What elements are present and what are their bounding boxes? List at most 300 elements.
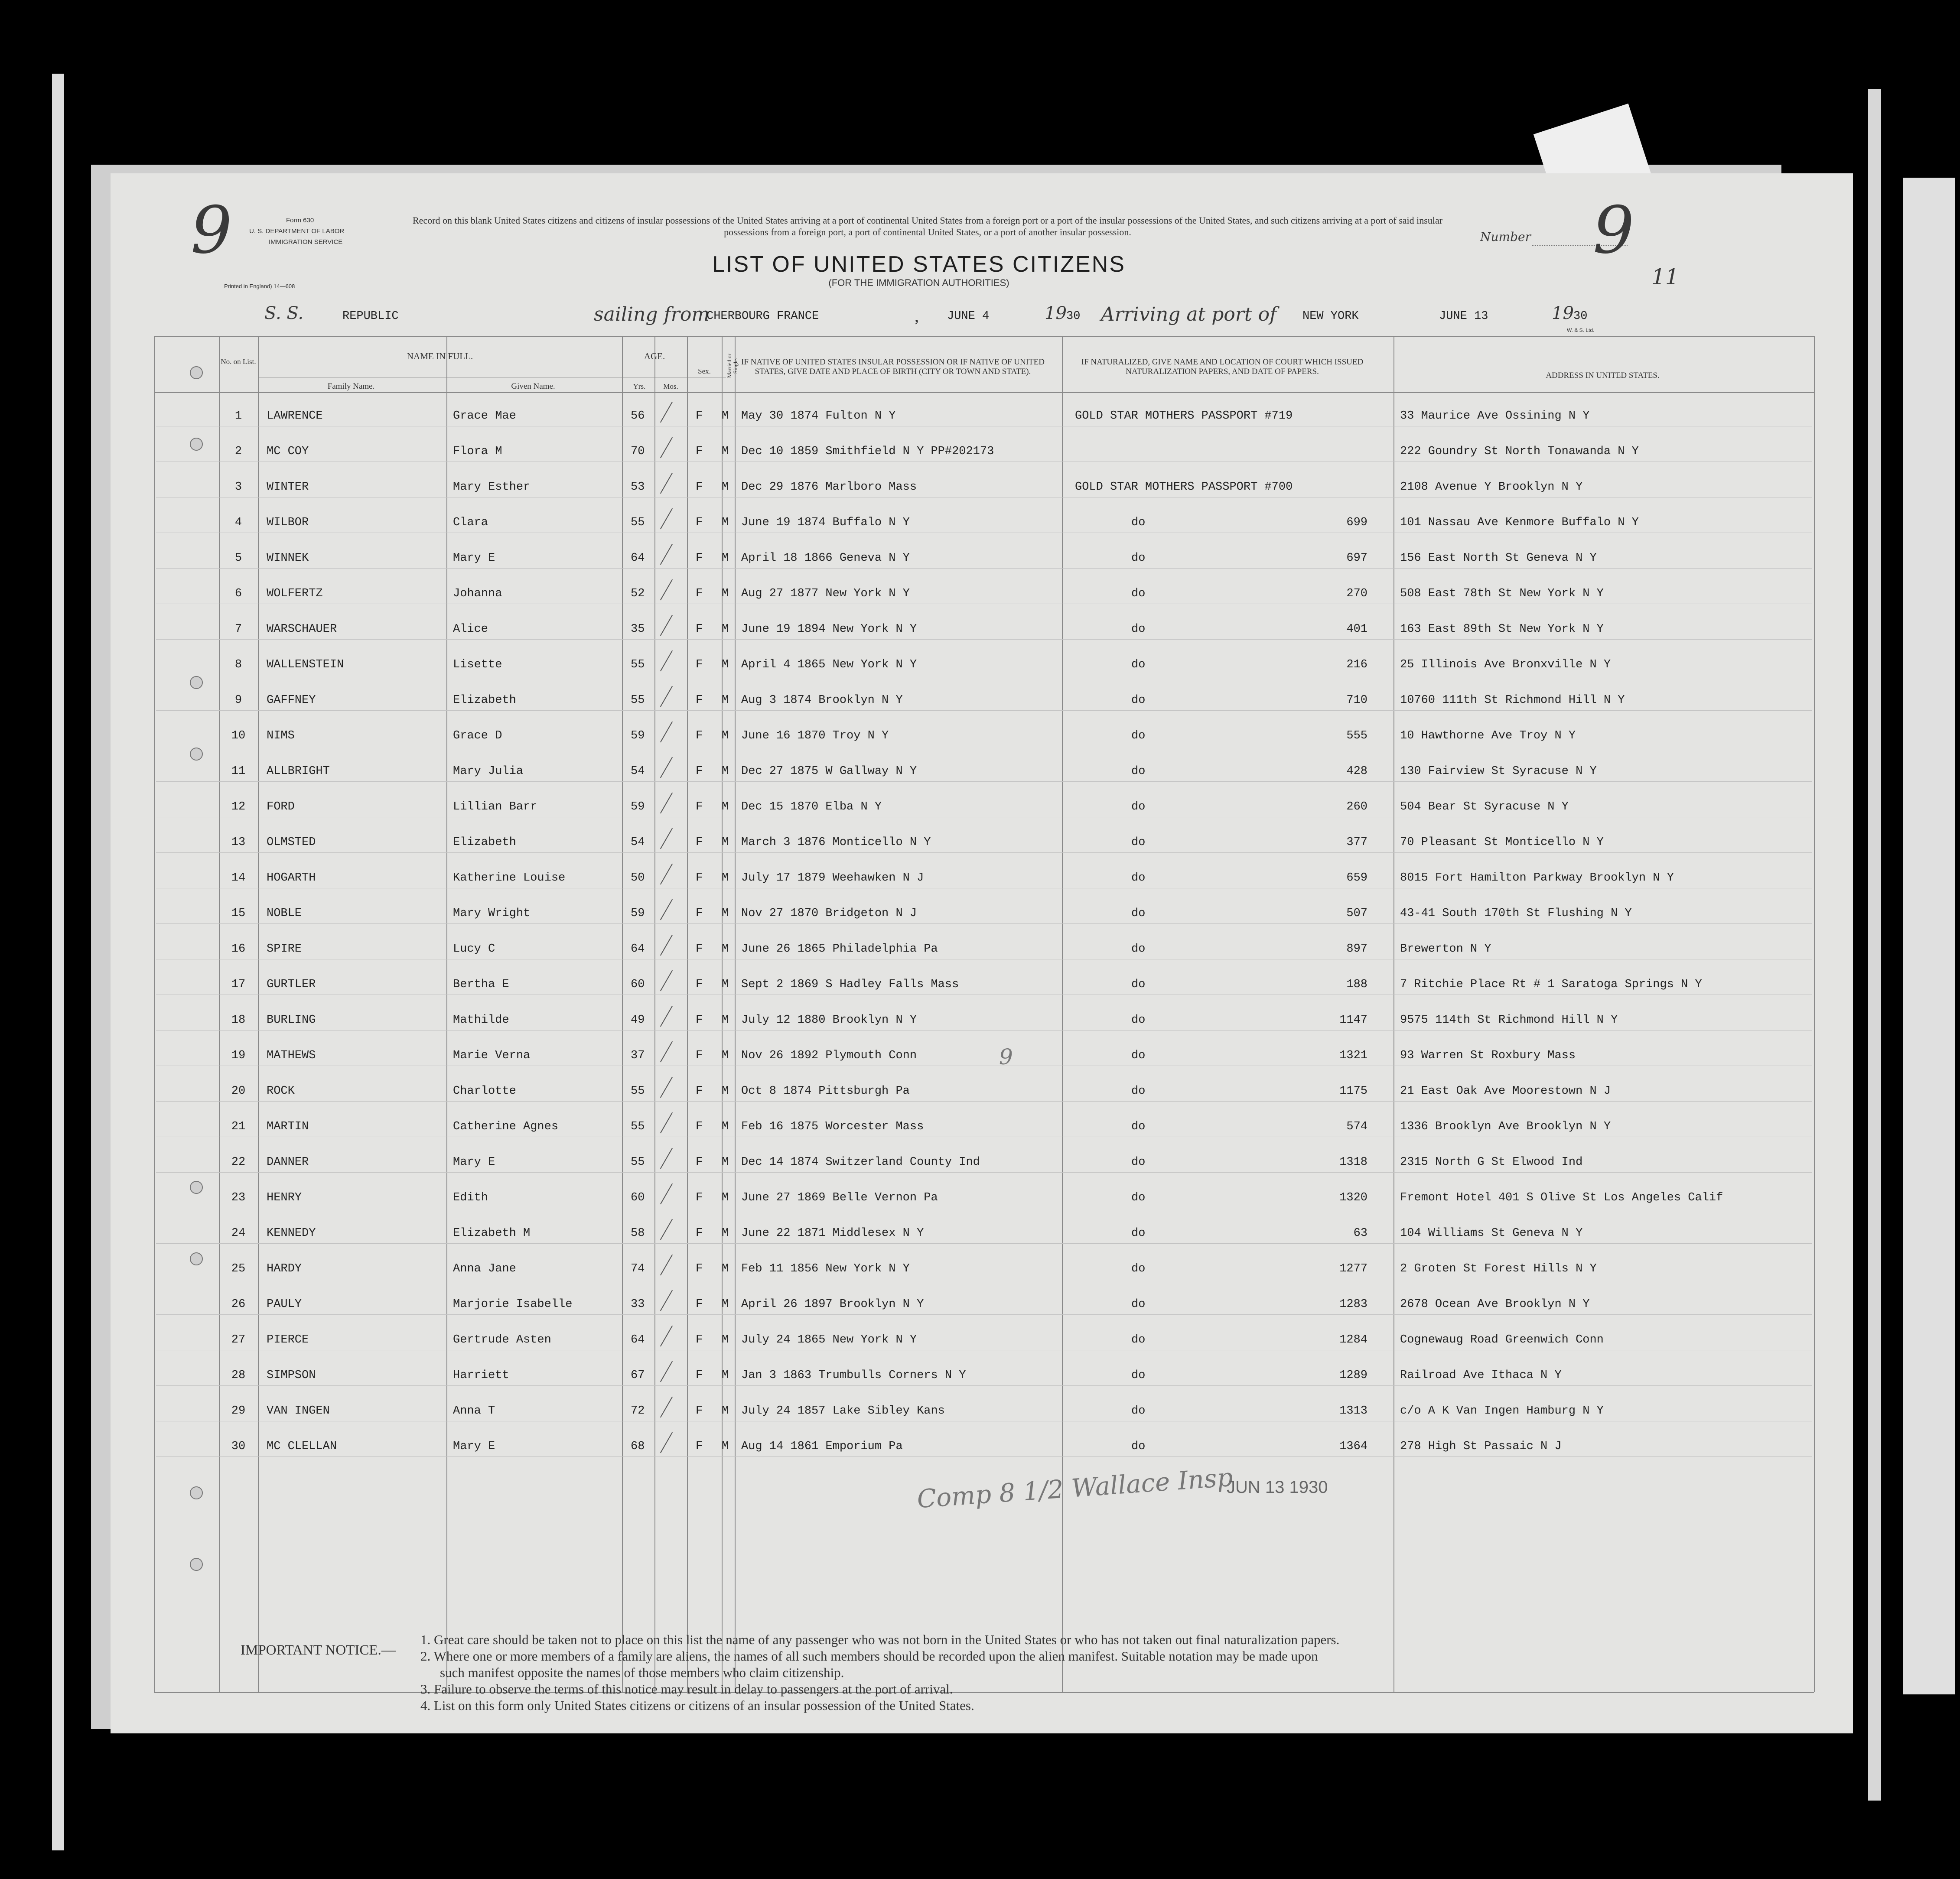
marital-status: M (722, 658, 729, 671)
naturalization-number: 260 (1346, 800, 1367, 813)
check-mark (660, 1183, 673, 1205)
birth-date-place: July 24 1865 New York N Y (741, 1333, 917, 1346)
margin-number: 9 (191, 193, 232, 268)
sex: F (696, 1049, 703, 1062)
given-name: Anna T (453, 1404, 495, 1417)
family-name: HARDY (267, 1262, 302, 1275)
punch-hole (190, 438, 203, 451)
age-years: 37 (631, 1049, 645, 1062)
naturalization-number: 1284 (1339, 1333, 1367, 1346)
column-rule (219, 336, 220, 1692)
row-rule (156, 710, 1812, 711)
printer-note: Printed in England) 14—608 (224, 283, 295, 289)
adjacent-page-edge (1903, 178, 1955, 1694)
us-address: 43-41 South 170th St Flushing N Y (1400, 907, 1632, 920)
family-name: WILBOR (267, 516, 309, 529)
naturalization-number: 1318 (1339, 1156, 1367, 1169)
age-years: 74 (631, 1262, 645, 1275)
age-years: 54 (631, 765, 645, 778)
sex: F (696, 800, 703, 813)
naturalization-number: 659 (1346, 871, 1367, 884)
birth-date-place: Dec 14 1874 Switzerland County Ind (741, 1156, 980, 1169)
marital-status: M (722, 907, 729, 920)
us-address: 10760 111th St Richmond Hill N Y (1400, 694, 1625, 707)
sex: F (696, 1014, 703, 1027)
check-mark (660, 1112, 673, 1134)
naturalization: GOLD STAR MOTHERS PASSPORT #700 (1075, 481, 1293, 494)
marital-status: M (722, 516, 729, 529)
birth-date-place: July 17 1879 Weehawken N J (741, 871, 924, 884)
naturalization: do (1131, 800, 1146, 813)
sex: F (696, 1262, 703, 1275)
sex: F (696, 907, 703, 920)
sail-year-prefix: 19 (1045, 303, 1067, 323)
marital-status: M (722, 1191, 729, 1204)
sex: F (696, 871, 703, 884)
marital-status: M (722, 1156, 729, 1169)
birth-date-place: June 19 1874 Buffalo N Y (741, 516, 910, 529)
row-number: 9 (234, 694, 242, 707)
naturalization: do (1131, 943, 1146, 956)
col-yrs: Yrs. (633, 382, 646, 390)
birth-date-place: Aug 27 1877 New York N Y (741, 587, 910, 600)
age-years: 59 (631, 800, 645, 813)
naturalization-number: 1364 (1339, 1440, 1367, 1453)
birth-date-place: Aug 3 1874 Brooklyn N Y (741, 694, 903, 707)
us-address: 163 East 89th St New York N Y (1400, 623, 1604, 636)
naturalization: do (1131, 1298, 1146, 1311)
row-rule (156, 1456, 1812, 1457)
row-number: 15 (231, 907, 246, 920)
sex: F (696, 1156, 703, 1169)
age-years: 55 (631, 658, 645, 671)
family-name: HENRY (267, 1191, 302, 1204)
naturalization-number: 1320 (1339, 1191, 1367, 1204)
row-rule (156, 1101, 1812, 1102)
naturalization-number: 710 (1346, 694, 1367, 707)
family-name: PAULY (267, 1298, 302, 1311)
list-number: 9 (1593, 193, 1634, 268)
notice-item-4: 4. List on this form only United States citizens or citizens of an insular possession of the United States. (420, 1698, 974, 1713)
us-address: 130 Fairview St Syracuse N Y (1400, 765, 1597, 778)
check-mark (660, 1148, 673, 1169)
arrival-port: NEW YORK (1302, 310, 1359, 323)
arrival-date: JUNE 13 (1439, 310, 1488, 323)
birth-date-place: April 26 1897 Brooklyn N Y (741, 1298, 924, 1311)
naturalization-number: 697 (1346, 552, 1367, 565)
check-mark (660, 1432, 673, 1453)
birth-date-place: June 22 1871 Middlesex N Y (741, 1227, 924, 1240)
family-name: GAFFNEY (267, 694, 316, 707)
sail-year: 30 (1066, 310, 1081, 323)
family-name: PIERCE (267, 1333, 309, 1346)
check-mark (660, 1290, 673, 1311)
age-years: 59 (631, 729, 645, 742)
us-address: 278 High St Passaic N J (1400, 1440, 1562, 1453)
sex: F (696, 729, 703, 742)
col-address: ADDRESS IN UNITED STATES. (1546, 371, 1660, 380)
us-address: 508 East 78th St New York N Y (1400, 587, 1604, 600)
col-given: Given Name. (511, 382, 555, 391)
check-mark (660, 1219, 673, 1240)
marital-status: M (722, 1298, 729, 1311)
naturalization-number: 507 (1346, 907, 1367, 920)
given-name: Anna Jane (453, 1262, 516, 1275)
check-mark (660, 508, 673, 530)
printer-mark: W. & S. Ltd. (1567, 327, 1595, 333)
given-name: Bertha E (453, 978, 509, 991)
age-years: 58 (631, 1227, 645, 1240)
family-name: WARSCHAUER (267, 623, 337, 636)
row-number: 23 (231, 1191, 246, 1204)
naturalization-number: 1289 (1339, 1369, 1367, 1382)
row-number: 17 (231, 978, 246, 991)
row-rule (156, 568, 1812, 569)
age-years: 64 (631, 552, 645, 565)
marital-status: M (722, 587, 729, 600)
punch-hole (190, 1252, 203, 1265)
row-number: 11 (231, 765, 246, 778)
given-name: Elizabeth (453, 694, 516, 707)
row-number: 21 (231, 1120, 246, 1133)
sex: F (696, 481, 703, 494)
notice-item-3: 3. Failure to observe the terms of this notice may result in delay to passengers at the port of arrival. (420, 1681, 953, 1697)
sail-date: JUNE 4 (947, 310, 990, 323)
departure-port: CHERBOURG FRANCE (707, 310, 819, 323)
family-name: HOGARTH (267, 871, 316, 884)
check-mark (660, 722, 673, 743)
ship-name: REPUBLIC (342, 310, 399, 323)
given-name: Gertrude Asten (453, 1333, 551, 1346)
page-number: 11 (1651, 264, 1679, 289)
naturalization: do (1131, 836, 1146, 849)
sex: F (696, 1191, 703, 1204)
birth-date-place: March 3 1876 Monticello N Y (741, 836, 931, 849)
form-number: Form 630 (286, 217, 314, 224)
row-number: 25 (231, 1262, 246, 1275)
us-address: 2315 North G St Elwood Ind (1400, 1156, 1583, 1169)
col-sex: Sex. (698, 367, 711, 375)
row-number: 13 (231, 836, 246, 849)
birth-date-place: Feb 16 1875 Worcester Mass (741, 1120, 924, 1133)
marital-status: M (722, 1227, 729, 1240)
age-years: 72 (631, 1404, 645, 1417)
marital-status: M (722, 871, 729, 884)
family-name: ROCK (267, 1085, 295, 1098)
us-address: 10 Hawthorne Ave Troy N Y (1400, 729, 1576, 742)
naturalization-number: 1313 (1339, 1404, 1367, 1417)
check-mark (660, 650, 673, 672)
sex: F (696, 1440, 703, 1453)
marital-status: M (722, 552, 729, 565)
column-rule (154, 336, 155, 1692)
check-mark (660, 828, 673, 849)
row-number: 19 (231, 1049, 246, 1062)
age-years: 64 (631, 1333, 645, 1346)
us-address: 8015 Fort Hamilton Parkway Brooklyn N Y (1400, 871, 1674, 884)
column-rule (446, 336, 447, 1692)
form-title: LIST OF UNITED STATES CITIZENS (712, 252, 1126, 277)
us-address: c/o A K Van Ingen Hamburg N Y (1400, 1404, 1604, 1417)
column-rule (1393, 336, 1394, 1692)
naturalization-number: 401 (1346, 623, 1367, 636)
birth-date-place: June 16 1870 Troy N Y (741, 729, 889, 742)
naturalization-number: 63 (1353, 1227, 1367, 1240)
given-name: Marjorie Isabelle (453, 1298, 573, 1311)
naturalization: do (1131, 871, 1146, 884)
us-address: 101 Nassau Ave Kenmore Buffalo N Y (1400, 516, 1639, 529)
check-mark (660, 437, 673, 458)
marital-status: M (722, 1014, 729, 1027)
given-name: Lisette (453, 658, 502, 671)
sex: F (696, 1085, 703, 1098)
column-rule (687, 336, 688, 1692)
us-address: Railroad Ave Ithaca N Y (1400, 1369, 1562, 1382)
naturalization: do (1131, 552, 1146, 565)
sex: F (696, 516, 703, 529)
family-name: VAN INGEN (267, 1404, 330, 1417)
naturalization: do (1131, 765, 1146, 778)
given-name: Mary Esther (453, 481, 531, 494)
given-name: Mary E (453, 1156, 495, 1169)
given-name: Mary E (453, 1440, 495, 1453)
marital-status: M (722, 943, 729, 956)
notice-item-2: 2. Where one or more members of a family are aliens, the names of all such members should be recorded upon the alien manifest. Suitable notation may be made upon (420, 1648, 1318, 1664)
naturalization-number: 699 (1346, 516, 1367, 529)
naturalization: do (1131, 1262, 1146, 1275)
naturalization: do (1131, 1014, 1146, 1027)
marital-status: M (722, 1404, 729, 1417)
punch-hole (190, 676, 203, 689)
age-years: 67 (631, 1369, 645, 1382)
marital-status: M (722, 445, 729, 458)
column-rule (622, 336, 623, 1692)
sex: F (696, 836, 703, 849)
sex: F (696, 1227, 703, 1240)
notice-label: IMPORTANT NOTICE.— (241, 1642, 396, 1658)
check-mark (660, 899, 673, 920)
row-number: 26 (231, 1298, 246, 1311)
birth-date-place: July 12 1880 Brooklyn N Y (741, 1014, 917, 1027)
us-address: 21 East Oak Ave Moorestown N J (1400, 1085, 1611, 1098)
check-mark (660, 1326, 673, 1347)
birth-date-place: June 19 1894 New York N Y (741, 623, 917, 636)
given-name: Katherine Louise (453, 871, 566, 884)
given-name: Elizabeth (453, 836, 516, 849)
us-address: 222 Goundry St North Tonawanda N Y (1400, 445, 1639, 458)
notice-item-1: 1. Great care should be taken not to place on this list the name of any passenger who was not born in the United States or who has not taken out final naturalization papers. (420, 1632, 1340, 1647)
given-name: Lillian Barr (453, 800, 537, 813)
birth-date-place: Dec 10 1859 Smithfield N Y PP#202173 (741, 445, 994, 458)
marital-status: M (722, 836, 729, 849)
naturalization: do (1131, 907, 1146, 920)
sex: F (696, 978, 703, 991)
row-rule (156, 1243, 1812, 1244)
age-years: 56 (631, 410, 645, 423)
sex: F (696, 552, 703, 565)
naturalization: do (1131, 1085, 1146, 1098)
row-number: 18 (231, 1014, 246, 1027)
check-mark (660, 1041, 673, 1063)
age-years: 59 (631, 907, 645, 920)
age-years: 64 (631, 943, 645, 956)
row-number: 1 (234, 410, 242, 423)
row-rule (156, 923, 1812, 924)
given-name: Marie Verna (453, 1049, 531, 1062)
marital-status: M (722, 800, 729, 813)
check-mark (660, 970, 673, 992)
naturalization-number: 377 (1346, 836, 1367, 849)
given-name: Grace Mae (453, 410, 516, 423)
birth-date-place: April 18 1866 Geneva N Y (741, 552, 910, 565)
family-name: DANNER (267, 1156, 309, 1169)
family-name: MARTIN (267, 1120, 309, 1133)
arrival-year: 30 (1573, 310, 1588, 323)
naturalization-number: 574 (1346, 1120, 1367, 1133)
naturalization: do (1131, 1404, 1146, 1417)
given-name: Charlotte (453, 1085, 516, 1098)
us-address: 25 Illinois Ave Bronxville N Y (1400, 658, 1611, 671)
row-rule (156, 1172, 1812, 1173)
col-no: No. on List. (221, 358, 256, 366)
row-rule (156, 852, 1812, 853)
naturalization: do (1131, 1049, 1146, 1062)
us-address: 2 Groten St Forest Hills N Y (1400, 1262, 1597, 1275)
given-name: Mary E (453, 552, 495, 565)
row-number: 5 (234, 552, 242, 565)
birth-date-place: Dec 15 1870 Elba N Y (741, 800, 882, 813)
naturalization-number: 188 (1346, 978, 1367, 991)
age-years: 60 (631, 978, 645, 991)
row-number: 24 (231, 1227, 246, 1240)
naturalization: GOLD STAR MOTHERS PASSPORT #719 (1075, 410, 1293, 423)
birth-date-place: Oct 8 1874 Pittsburgh Pa (741, 1085, 910, 1098)
family-name: KENNEDY (267, 1227, 316, 1240)
row-rule (156, 639, 1812, 640)
us-address: Brewerton N Y (1400, 943, 1491, 956)
us-address: 504 Bear St Syracuse N Y (1400, 800, 1569, 813)
punch-hole (190, 1181, 203, 1194)
given-name: Lucy C (453, 943, 495, 956)
sex: F (696, 765, 703, 778)
marital-status: M (722, 1120, 729, 1133)
birth-date-place: Dec 27 1875 W Gallway N Y (741, 765, 917, 778)
age-years: 33 (631, 1298, 645, 1311)
row-number: 6 (234, 587, 242, 600)
given-name: Mary Julia (453, 765, 524, 778)
row-number: 14 (231, 871, 246, 884)
birth-date-place: Aug 14 1861 Emporium Pa (741, 1440, 903, 1453)
us-address: 7 Ritchie Place Rt # 1 Saratoga Springs N Y (1400, 978, 1702, 991)
form-instructions: Record on this blank United States citizens and citizens of insular possessions of the United States arriving at a port of continental United States from a foreign port or a port of the insular possessions of the United States, and such citizens arriving at a port of said insular possessions from a foreign port, a port of continental United States, or a port of another insular possession. (412, 215, 1443, 237)
punch-hole (190, 1558, 203, 1571)
row-number: 22 (231, 1156, 246, 1169)
marital-status: M (722, 694, 729, 707)
birth-date-place: Feb 11 1856 New York N Y (741, 1262, 910, 1275)
sex: F (696, 694, 703, 707)
naturalization: do (1131, 623, 1146, 636)
department: U. S. DEPARTMENT OF LABOR (249, 228, 345, 235)
us-address: 33 Maurice Ave Ossining N Y (1400, 410, 1590, 423)
family-name: BURLING (267, 1014, 316, 1027)
row-number: 2 (234, 445, 242, 458)
naturalization-number: 897 (1346, 943, 1367, 956)
birth-date-place: Dec 29 1876 Marlboro Mass (741, 481, 917, 494)
col-naturalized: IF NATURALIZED, GIVE NAME AND LOCATION OF COURT WHICH ISSUED NATURALIZATION PAPERS, AND DATE OF PAPERS. (1081, 358, 1364, 376)
us-address: 70 Pleasant St Monticello N Y (1400, 836, 1604, 849)
birth-date-place: May 30 1874 Fulton N Y (741, 410, 896, 423)
sex: F (696, 1120, 703, 1133)
row-number: 16 (231, 943, 246, 956)
given-name: Clara (453, 516, 488, 529)
column-rule (654, 336, 655, 1692)
check-mark (660, 473, 673, 494)
check-mark (660, 757, 673, 778)
sex: F (696, 1333, 703, 1346)
naturalization-number: 270 (1346, 587, 1367, 600)
birth-date-place: Nov 27 1870 Bridgeton N J (741, 907, 917, 920)
age-years: 55 (631, 516, 645, 529)
row-number: 8 (234, 658, 242, 671)
col-age: AGE. (644, 351, 665, 361)
row-number: 12 (231, 800, 246, 813)
row-number: 27 (231, 1333, 246, 1346)
sex: F (696, 658, 703, 671)
marital-status: M (722, 978, 729, 991)
age-years: 68 (631, 1440, 645, 1453)
marital-status: M (722, 410, 729, 423)
check-mark (660, 1361, 673, 1382)
family-name: LAWRENCE (267, 410, 323, 423)
age-years: 55 (631, 1156, 645, 1169)
age-years: 49 (631, 1014, 645, 1027)
us-address: 2678 Ocean Ave Brooklyn N Y (1400, 1298, 1590, 1311)
birth-date-place: June 26 1865 Philadelphia Pa (741, 943, 938, 956)
given-name: Grace D (453, 729, 502, 742)
age-years: 50 (631, 871, 645, 884)
age-years: 35 (631, 623, 645, 636)
sex: F (696, 445, 703, 458)
notice-item-2-cont: such manifest opposite the names of those members who claim citizenship. (440, 1665, 844, 1680)
naturalization-number: 216 (1346, 658, 1367, 671)
family-name: ALLBRIGHT (267, 765, 330, 778)
row-number: 10 (231, 729, 246, 742)
check-mark (660, 1077, 673, 1098)
naturalization: do (1131, 1227, 1146, 1240)
birth-date-place: April 4 1865 New York N Y (741, 658, 917, 671)
given-name: Elizabeth M (453, 1227, 531, 1240)
family-name: NIMS (267, 729, 295, 742)
naturalization-number: 428 (1346, 765, 1367, 778)
check-mark (660, 615, 673, 636)
row-rule (156, 781, 1812, 782)
age-years: 60 (631, 1191, 645, 1204)
col-mos: Mos. (663, 382, 678, 390)
birth-date-place: Nov 26 1892 Plymouth Conn (741, 1049, 917, 1062)
check-mark (660, 579, 673, 601)
sex: F (696, 623, 703, 636)
given-name: Johanna (453, 587, 502, 600)
sailing-label: sailing from (594, 303, 710, 325)
stray-mark: 9 (999, 1044, 1013, 1070)
punch-hole (190, 366, 203, 379)
row-number: 7 (234, 623, 242, 636)
marital-status: M (722, 1262, 729, 1275)
marital-status: M (722, 1049, 729, 1062)
us-address: 156 East North St Geneva N Y (1400, 552, 1597, 565)
check-mark (660, 864, 673, 885)
col-family: Family Name. (327, 382, 375, 391)
